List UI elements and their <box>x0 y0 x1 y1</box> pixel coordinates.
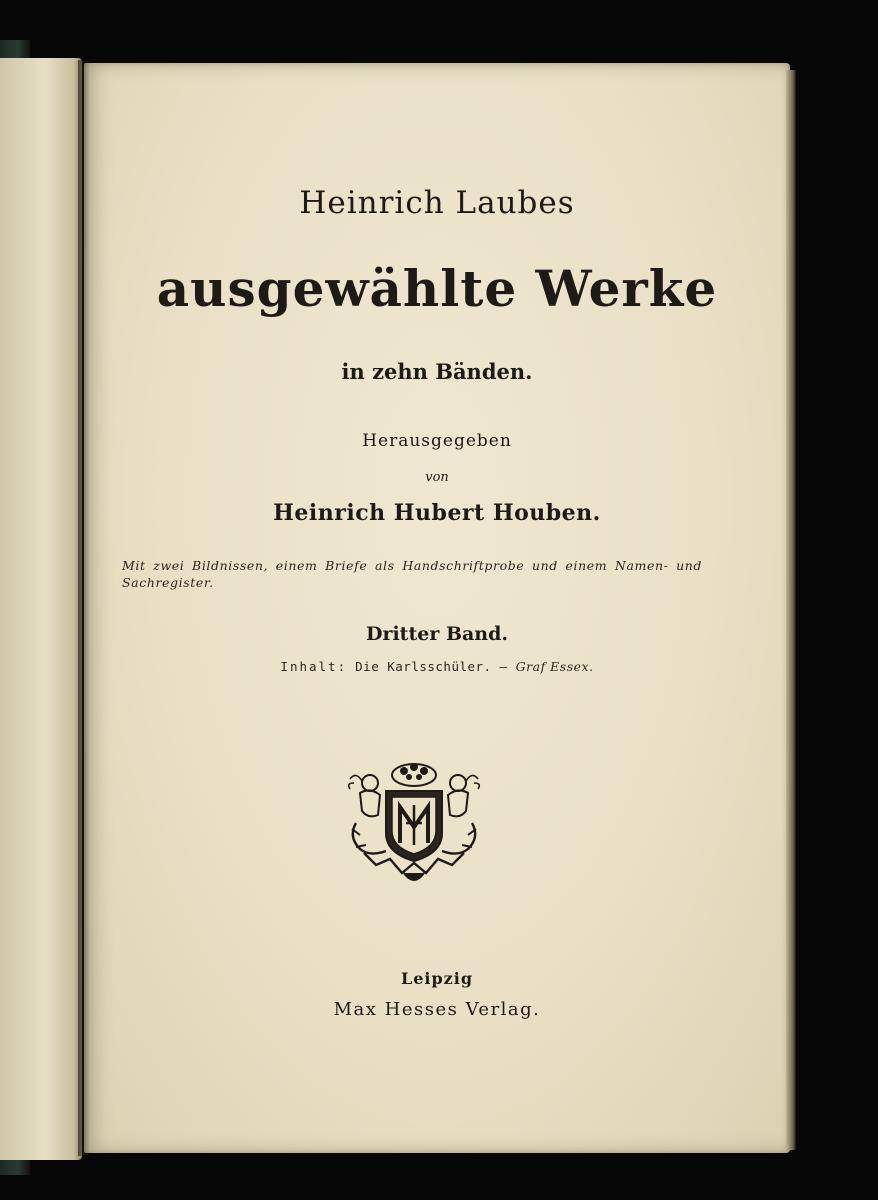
editor-name: Heinrich Hubert Houben. <box>273 500 601 526</box>
contents-label: Inhalt: <box>280 659 348 674</box>
page-right-edge <box>786 70 796 1150</box>
publisher-vignette-icon <box>346 753 482 889</box>
spine-shadow <box>78 60 90 1156</box>
subtitle: Mit zwei Bildnissen, einem Briefe als Handschriftprobe und einem Namen- und Sachregister. <box>122 558 702 590</box>
edited-label: Herausgegeben <box>362 431 512 451</box>
contents-item-karlsschueler: Die Karlsschüler. — <box>355 659 508 674</box>
main-title: ausgewählte Werke <box>156 259 718 318</box>
volumes-count: in zehn Bänden. <box>341 359 533 384</box>
title-page <box>84 63 790 1153</box>
place: Leipzig <box>400 969 474 988</box>
author-title: Heinrich Laubes <box>299 185 575 221</box>
volume-label: Dritter Band. <box>365 623 509 645</box>
contents-line <box>84 659 790 674</box>
by-label: von <box>425 470 449 485</box>
left-page <box>0 58 82 1160</box>
contents-item-graf-essex: Graf Essex. <box>515 659 594 674</box>
publisher: Max Hesses Verlag. <box>333 999 541 1020</box>
